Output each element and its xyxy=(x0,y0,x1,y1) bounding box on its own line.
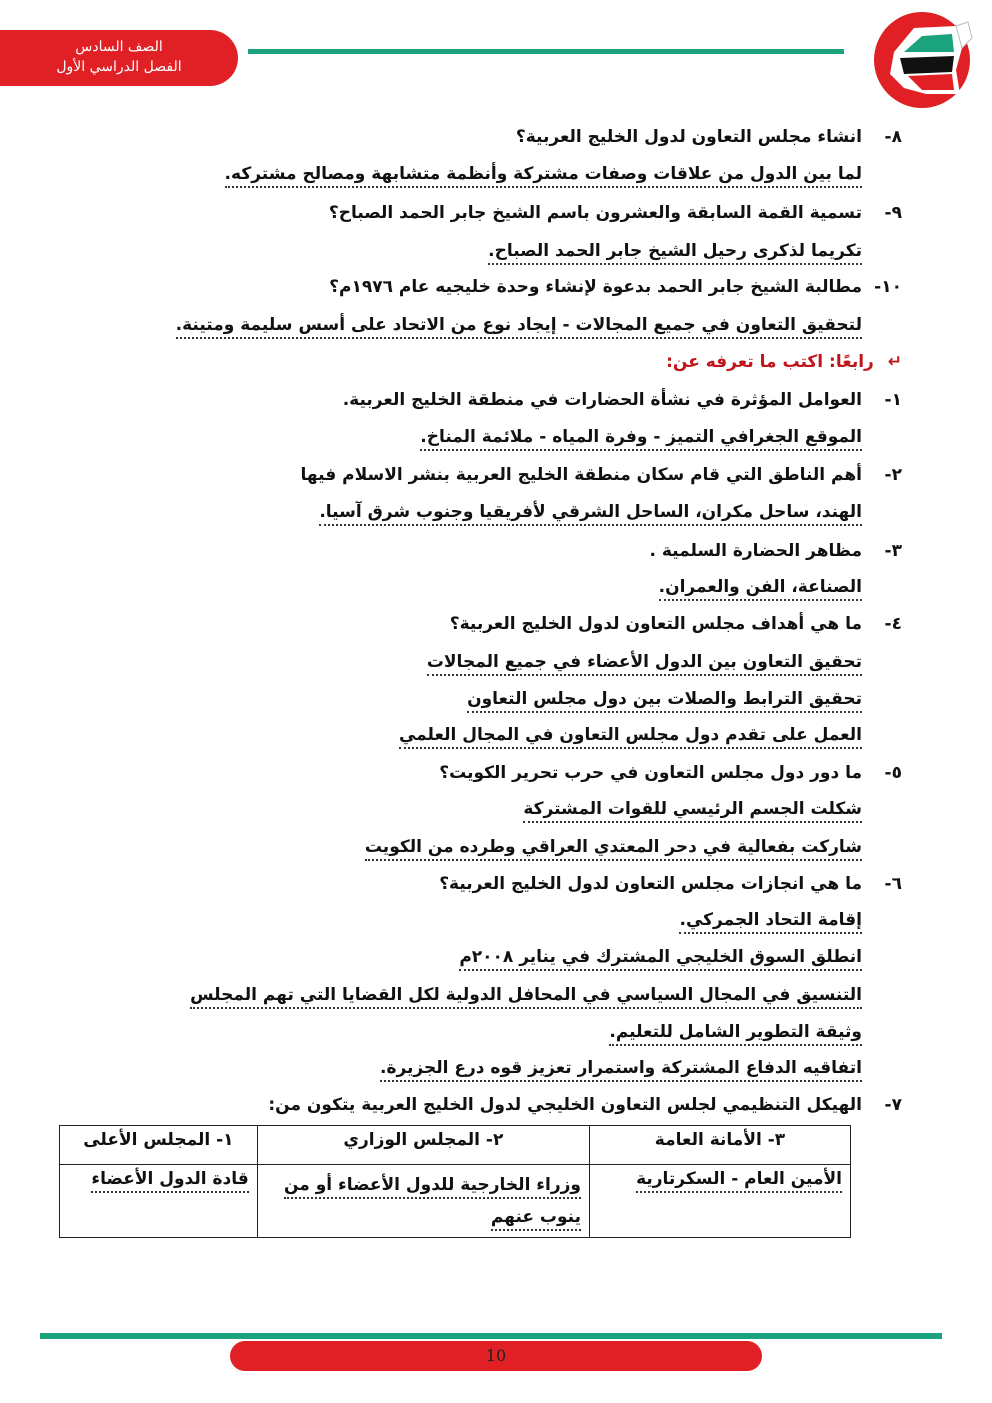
w6-answer-3: التنسيق في المجال السياسي في المحافل الدولية لكل القضايا التي تهم المجلس xyxy=(190,985,862,1009)
q9-number: ٩- xyxy=(884,203,902,223)
table-header-cell: ٣- الأمانة العامة xyxy=(589,1126,850,1165)
q10-question: مطالبة الشيخ جابر الحمد بدعوة لإنشاء وحدة خليجيه عام ١٩٧٦م؟ xyxy=(329,277,862,297)
header-divider xyxy=(248,49,844,54)
w6-question: ما هي انجازات مجلس التعاون لدول الخليج العربية؟ xyxy=(439,874,862,894)
w1-question: العوامل المؤثرة في نشأة الحضارات في منطقة الخليج العربية. xyxy=(342,390,862,410)
w6-answer-5: اتفاقيه الدفاع المشتركة واستمرار تعزيز قوه درع الجزيرة. xyxy=(380,1058,862,1082)
table-cell-text: الأمين العام - السكرتارية xyxy=(636,1169,842,1193)
w6-answer-1: إقامة التحاد الجمركي. xyxy=(679,910,862,934)
section-title: رابعًا: اكتب ما تعرفه عن: xyxy=(666,352,874,372)
table-row xyxy=(60,1165,851,1238)
table-cell-text: وزراء الخارجية للدول الأعضاء أو من ينوب عنهم xyxy=(284,1175,581,1231)
term-label: الفصل الدراسي الأول xyxy=(56,59,182,75)
section-four-heading xyxy=(666,352,902,372)
table-cell xyxy=(257,1165,589,1238)
w1-number: ١- xyxy=(884,390,902,410)
q8-answer: لما بين الدول من علاقات وصفات مشتركة وأنظمة متشابهة ومصالح مشتركه. xyxy=(225,164,862,188)
w4-number: ٤- xyxy=(884,614,902,634)
q10-number: ١٠- xyxy=(874,277,902,297)
footer-divider xyxy=(40,1333,942,1339)
table-header-cell: ١- المجلس الأعلى xyxy=(60,1126,258,1165)
w5-number: ٥- xyxy=(884,763,902,783)
w2-question: أهم الناطق التي قام سكان منطقة الخليج العربية بنشر الاسلام فيها xyxy=(300,465,862,485)
q9-question: تسمية القمة السابقة والعشرون باسم الشيخ جابر الحمد الصباح؟ xyxy=(328,203,862,223)
w5-answer-2: شاركت بفعالية في دحر المعتدي العراقي وطرده من الكويت xyxy=(365,837,862,861)
q8-number: ٨- xyxy=(884,127,902,147)
w5-answer-1: شكلت الجسم الرئيسي للقوات المشتركة xyxy=(523,799,862,823)
grade-badge xyxy=(0,30,238,86)
q8-question: انشاء مجلس التعاون لدول الخليج العربية؟ xyxy=(515,127,862,147)
grade-label: الصف السادس xyxy=(75,39,163,55)
table-cell xyxy=(589,1165,850,1238)
w6-answer-2: انطلق السوق الخليجي المشترك في يناير ٢٠٠٨م xyxy=(459,947,862,971)
w2-number: ٢- xyxy=(884,465,902,485)
table-cell-text: قادة الدول الأعضاء xyxy=(91,1169,248,1193)
w3-number: ٣- xyxy=(884,541,902,561)
w1-answer: الموقع الجغرافي التميز - وفرة المياه - ملائمة المناخ. xyxy=(420,427,862,451)
w6-number: ٦- xyxy=(884,874,902,894)
page-number: 10 xyxy=(230,1341,762,1371)
w4-answer-1: تحقيق التعاون بين الدول الأعضاء في جميع المجالات xyxy=(427,652,862,676)
w7-number: ٧- xyxy=(884,1095,902,1115)
w6-answer-4: وثيقة التطوير الشامل للتعليم. xyxy=(609,1022,862,1046)
w4-question: ما هي أهداف مجلس التعاون لدول الخليج العربية؟ xyxy=(449,614,862,634)
w7-question: الهيكل التنظيمي لجلس التعاون الخليجي لدول الخليج العربية يتكون من: xyxy=(268,1095,862,1115)
w4-answer-2: تحقيق الترابط والصلات بين دول مجلس التعاون xyxy=(467,689,862,713)
table-cell xyxy=(60,1165,258,1238)
table-row xyxy=(60,1126,851,1165)
w5-question: ما دور دول مجلس التعاون في حرب تحرير الكويت؟ xyxy=(439,763,862,783)
w4-answer-3: العمل على تقدم دول مجلس التعاون في المجال العلمي xyxy=(399,725,862,749)
section-marker-icon: ↵ xyxy=(887,352,902,372)
org-structure-table xyxy=(59,1125,851,1238)
q9-answer: تكريما لذكرى رحيل الشيخ جابر الحمد الصباح. xyxy=(488,241,862,265)
table-header-cell: ٢- المجلس الوزاري xyxy=(257,1126,589,1165)
q10-answer: لتحقيق التعاون في جميع المجالات - إيجاد نوع من الاتحاد على أسس سليمة ومتينة. xyxy=(176,315,862,339)
kuwait-map-logo-icon xyxy=(864,8,984,110)
w2-answer: الهند، ساحل مكران، الساحل الشرقي لأفريقيا وجنوب شرق آسيا. xyxy=(319,502,862,526)
w3-answer: الصناعة، الفن والعمران. xyxy=(659,577,862,601)
w3-question: مظاهر الحضارة السلمية . xyxy=(649,541,862,561)
